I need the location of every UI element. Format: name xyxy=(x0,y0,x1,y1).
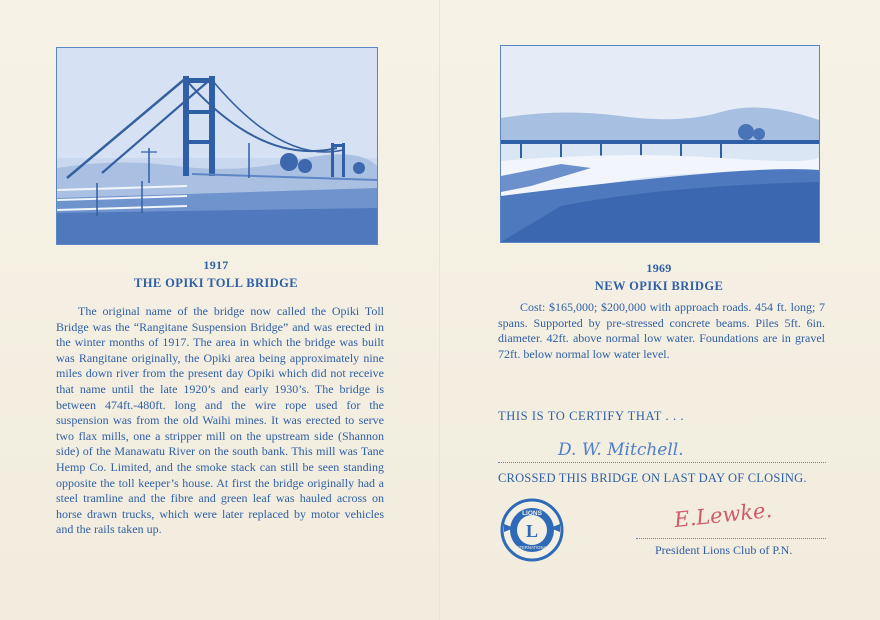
old-bridge-history: The original name of the bridge now called the Opiki Toll Bridge was the “Rangitane Suspension Bridge” and was erected in the winter months of 1917. The area in which the bridge was built was Rangitane originally, the Opiki area being approximately nine miles down river from the present day Opiki which did not receive that name until the late 1920’s and early 1930’s. The bridge is between 474ft.-480ft. long and the wire rope used for the suspension was from the old Waihi mines. It was erected to serve two flax mills, one a stripper mill on the upstream side (Shannon side) of the Manawatu River on the south bank. This mill was Tane Hemp Co. Limited, and the smoke stack can still be seen standing opposite the toll keeper’s house. At first the bridge originally had a steel tramline and the fibre and green leaf was hauled across on horse drawn trucks, which were later replaced by motor vehicles and the rails taken up. xyxy=(56,304,384,537)
president-signature: E.Lewke. xyxy=(673,497,774,533)
president-signature-line xyxy=(636,538,826,539)
concrete-bridge-photo xyxy=(500,45,820,243)
lions-club-logo xyxy=(500,498,564,562)
year-1969: 1969 xyxy=(646,261,672,275)
recipient-signature: D. W. Mitchell. xyxy=(558,440,684,460)
suspension-bridge-photo xyxy=(56,47,378,245)
year-1917: 1917 xyxy=(203,258,229,272)
lions-logo-bottom-text: INTERNATIONAL xyxy=(515,545,549,550)
lions-logo-top-text: LIONS xyxy=(522,510,542,517)
certify-label: THIS IS TO CERTIFY THAT . . . xyxy=(498,409,685,423)
crossed-bridge-label: CROSSED THIS BRIDGE ON LAST DAY OF CLOSING. xyxy=(498,471,807,485)
lions-logo-letter: L xyxy=(525,521,539,541)
new-bridge-title: NEW OPIKI BRIDGE xyxy=(594,279,724,293)
old-bridge-title: THE OPIKI TOLL BRIDGE xyxy=(134,276,298,290)
recipient-signature-line xyxy=(498,462,826,463)
right-page xyxy=(440,0,880,620)
president-label: President Lions Club of P.N. xyxy=(655,543,793,557)
new-bridge-specs: Cost: $165,000; $200,000 with approach roads. 454 ft. long; 7 spans. Supported by pre-stressed concrete beams. Piles 5ft. 6in. diameter. 42ft. above normal low water. Foundations are in gravel 72ft. below normal low water level. xyxy=(498,300,825,361)
